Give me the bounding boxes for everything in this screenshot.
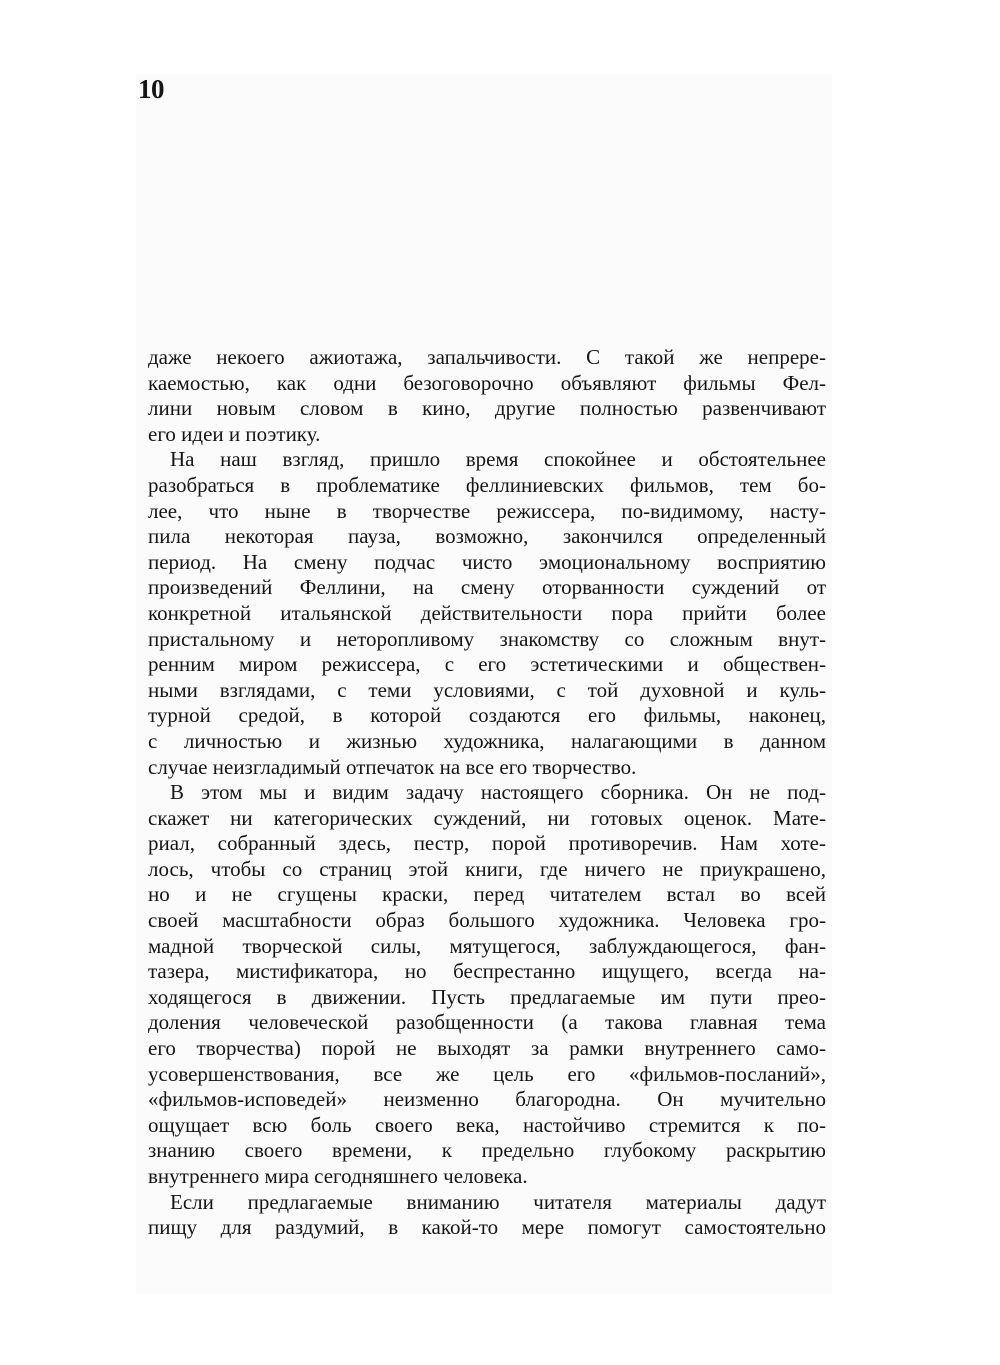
text-line: пила некоторая пауза, возможно, закончился определенный [148, 524, 826, 549]
text-line: его творчества) порой не выходят за рамки внутреннего само- [148, 1036, 826, 1061]
text-line: его идеи и поэтику. [148, 421, 321, 446]
paragraph [148, 780, 826, 1190]
text-line: знанию своего времени, к предельно глубокому раскрытию [148, 1138, 826, 1163]
text-line: случае неизгладимый отпечаток на все его творчество. [148, 754, 637, 779]
text-line: Если предлагаемые вниманию читателя материалы дадут [170, 1189, 826, 1214]
text-line: пищу для раздумий, в какой-то мере помогут самостоятельно [148, 1215, 826, 1240]
text-line: но и не сгущены краски, перед читателем встал во всей [148, 882, 826, 907]
text-line: лее, что ныне в творчестве режиссера, по-видимому, насту- [148, 498, 826, 523]
text-line: с личностью и жизнью художника, налагающими в данном [148, 728, 826, 753]
text-line: даже некоего ажиотажа, запальчивости. С такой же непрере- [148, 345, 826, 369]
text-line: внутреннего мира сегодняшнего человека. [148, 1164, 528, 1188]
text-line: тазера, мистификатора, но беспрестанно ищущего, всегда на- [148, 959, 826, 984]
text-line: ходящегося в движении. Пусть предлагаемые им пути прео- [148, 984, 826, 1009]
paragraph [148, 447, 826, 780]
paragraph [148, 345, 826, 447]
paragraph [148, 1190, 826, 1241]
text-line: доления человеческой разобщенности (а такова главная тема [148, 1010, 826, 1035]
text-line: риал, собранный здесь, пестр, порой противоречив. Нам хоте- [148, 831, 826, 856]
text-line: скажет ни категорических суждений, ни готовых оценок. Мате- [148, 805, 826, 830]
text-line: В этом мы и видим задачу настоящего сборника. Он не под- [170, 780, 826, 805]
text-line: своей масштабности образ большого художника. Человека гро- [148, 908, 826, 933]
page-number: 10 [138, 74, 164, 104]
text-line: лини новым словом в кино, другие полностью развенчивают [148, 396, 826, 421]
text-line: усовершенствования, все же цель его «фильмов-посланий», [148, 1061, 826, 1086]
text-line: разобраться в проблематике феллиниевских фильмов, тем бо- [148, 472, 826, 497]
text-line: ренним миром режиссера, с его эстетическими и обществен- [148, 652, 826, 677]
text-line: На наш взгляд, пришло время спокойнее и обстоятельнее [170, 447, 826, 472]
text-line: мадной творческой силы, мятущегося, заблуждающегося, фан- [148, 933, 826, 958]
text-line: период. На смену подчас чисто эмоциональному восприятию [148, 549, 826, 574]
text-line: каемостью, как одни безоговорочно объявляют фильмы Фел- [148, 370, 826, 395]
text-line: лось, чтобы со страниц этой книги, где ничего не приукрашено, [148, 856, 826, 881]
text-line: конкретной итальянской действительности пора прийти более [148, 600, 826, 625]
text-line: произведений Феллини, на смену оторванности суждений от [148, 575, 826, 600]
text-line: ными взглядами, с теми условиями, с той духовной и куль- [148, 677, 826, 702]
text-line: турной средой, в которой создаются его фильмы, наконец, [148, 703, 826, 728]
text-line: ощущает всю боль своего века, настойчиво стремится к по- [148, 1112, 826, 1137]
text-line: пристальному и неторопливому знакомству со сложным внут- [148, 626, 826, 651]
body-text [148, 345, 826, 1241]
text-line: «фильмов-исповедей» неизменно благородна. Он мучительно [148, 1087, 826, 1112]
